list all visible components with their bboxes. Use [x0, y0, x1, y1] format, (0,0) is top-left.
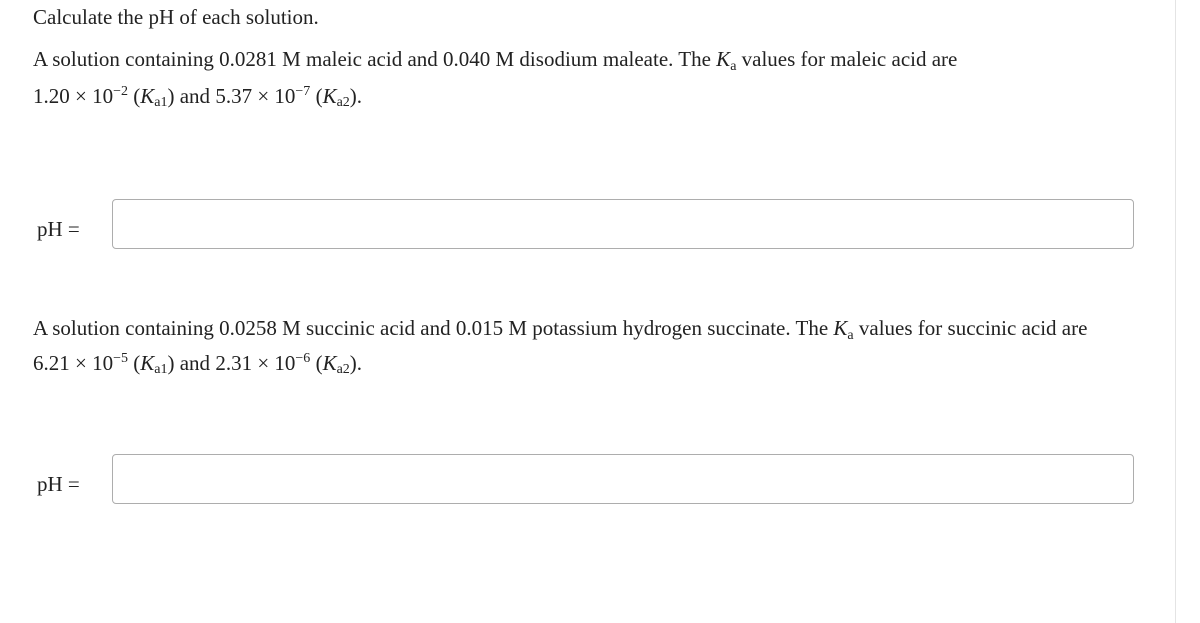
paren-open: ( [133, 351, 141, 375]
ph-answer-input-1[interactable] [112, 199, 1134, 249]
ka1-exponent: −5 [113, 351, 128, 366]
ph-label-2: pH = [37, 472, 80, 496]
ka-subscript: a [730, 59, 737, 74]
ka1-exponent: −2 [113, 84, 128, 99]
paren-open: ( [133, 84, 141, 108]
question-1-prefix: A solution containing 0.0281 M maleic acid and 0.040 M disodium maleate. The [33, 47, 711, 71]
ka1-value: 6.21 × 10 [33, 351, 114, 375]
ka1-symbol: K [140, 84, 155, 108]
ka2-value: 5.37 × 10 [215, 84, 296, 108]
ka1-subscript: a1 [154, 362, 168, 377]
ka-symbol: K [716, 47, 731, 71]
question-1-text-line-1 [33, 46, 957, 76]
content-frame-border [1175, 0, 1176, 623]
question-2-suffix: values for succinic acid are [858, 316, 1088, 340]
question-2-prefix: A solution containing 0.0258 M succinic acid and 0.015 M potassium hydrogen succinate. The [33, 316, 829, 340]
ph-answer-input-2[interactable] [112, 454, 1134, 504]
ka2-symbol: K [322, 351, 337, 375]
ka2-exponent: −7 [295, 84, 311, 99]
instruction-text: Calculate the pH of each solution. [33, 5, 319, 29]
ka2-subscript: a2 [336, 95, 350, 110]
ka-symbol: K [833, 316, 848, 340]
ka2-exponent: −6 [295, 351, 311, 366]
paren-close: ) [167, 351, 175, 375]
paren-close: ) [167, 84, 175, 108]
ka1-symbol: K [140, 351, 155, 375]
ka2-symbol: K [322, 84, 337, 108]
ph-label-1: pH = [37, 217, 80, 241]
paren-close-period: ). [349, 84, 363, 108]
ka1-value: 1.20 × 10 [33, 84, 114, 108]
ka2-value: 2.31 × 10 [215, 351, 296, 375]
paren-close-period: ). [349, 351, 363, 375]
ka1-subscript: a1 [154, 95, 168, 110]
question-2-text-line-2 [33, 350, 362, 376]
paren-open: ( [315, 351, 323, 375]
question-1-suffix: values for maleic acid are [741, 47, 958, 71]
question-1-text-line-2 [33, 83, 362, 109]
question-2-text-line-1 [33, 315, 1087, 345]
and-text: and [179, 351, 211, 375]
paren-open: ( [315, 84, 323, 108]
ka2-subscript: a2 [336, 362, 350, 377]
ka-subscript: a [847, 328, 854, 343]
and-text: and [179, 84, 211, 108]
